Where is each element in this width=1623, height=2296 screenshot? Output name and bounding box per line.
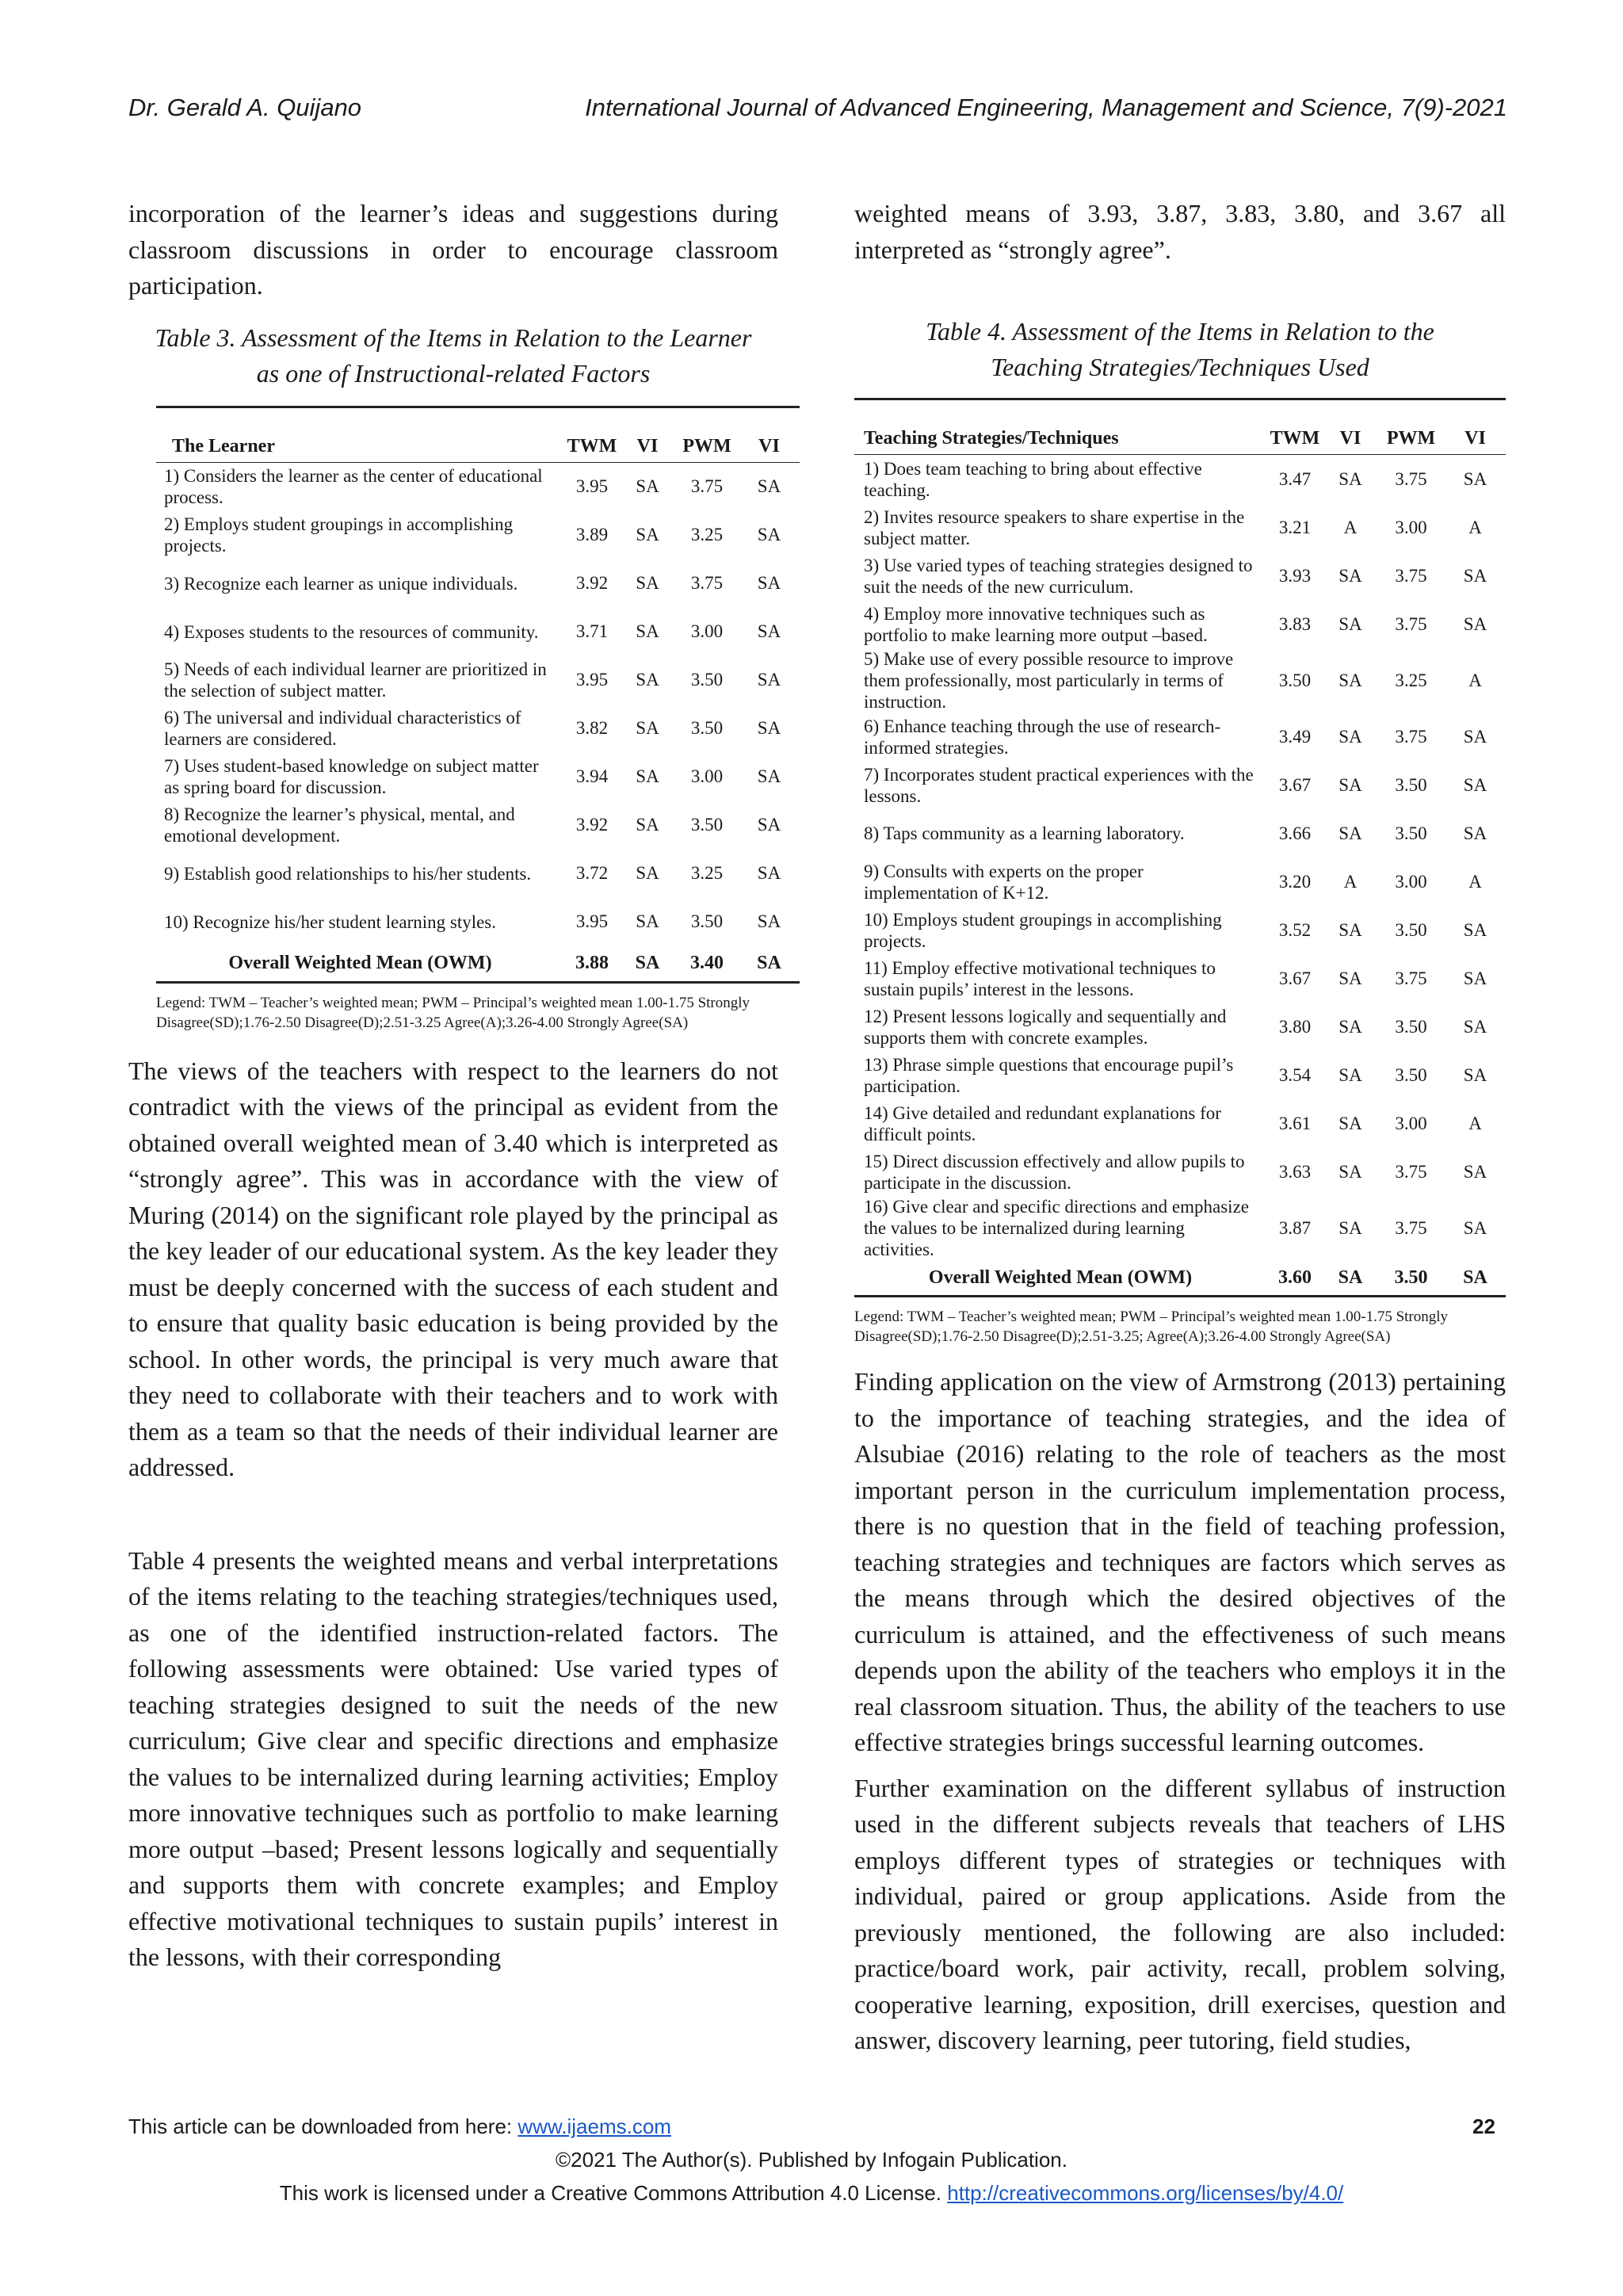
table3-vi2-cell: SA xyxy=(757,621,781,641)
table3-caption-line1: Table 3. Assessment of the Items in Relation to the Learner xyxy=(155,323,752,352)
table3-col-vi-2: VI xyxy=(758,435,780,457)
page-number: 22 xyxy=(1472,2115,1495,2138)
table3-vi1-cell: SA xyxy=(636,863,659,883)
table4-vi2-cell: SA xyxy=(1463,1016,1487,1037)
table4-twm-cell: 3.52 xyxy=(1278,919,1312,940)
table4-item-cell: 8) Taps community as a learning laboratory. xyxy=(864,823,1185,843)
table3-row xyxy=(156,511,800,560)
table4-total-label: Overall Weighted Mean (OWM) xyxy=(854,1260,1266,1297)
table4-twm-cell: 3.80 xyxy=(1278,1016,1312,1037)
table4-row xyxy=(854,1003,1506,1051)
table4-twm-cell: 3.50 xyxy=(1278,670,1312,690)
table3 xyxy=(156,406,800,984)
table4-vi1-cell: SA xyxy=(1338,1217,1362,1238)
table3-col-learner: The Learner xyxy=(172,435,275,457)
table3-vi1-cell: SA xyxy=(636,766,659,786)
table4-item-cell: 13) Phrase simple questions that encourage pupil’s participation. xyxy=(864,1054,1234,1096)
table3-vi2-cell: SA xyxy=(757,573,781,593)
table4-item-cell: 3) Use varied types of teaching strategies designed to suit the needs of the new curriculum. xyxy=(864,555,1253,597)
table3-twm-cell: 3.82 xyxy=(575,718,609,738)
table3-pwm-cell: 3.50 xyxy=(690,718,724,738)
table3-vi1-cell: SA xyxy=(636,670,659,690)
table4-vi1-cell: SA xyxy=(1338,1161,1362,1182)
table4-vi2-cell: SA xyxy=(1463,968,1487,988)
table4-twm-cell: 3.93 xyxy=(1278,565,1312,586)
table4-col-twm: TWM xyxy=(1270,428,1320,449)
table3-pwm-cell: 3.00 xyxy=(690,621,724,641)
table4-item-cell: 15) Direct discussion effectively and allow pupils to participate in the discussion. xyxy=(864,1151,1245,1193)
table4-pwm-cell: 3.25 xyxy=(1395,670,1427,690)
table3-item-cell: 5) Needs of each individual learner are prioritized in the selection of subject matter. xyxy=(164,659,547,701)
left-paragraph-2: The views of the teachers with respect to the learners do not contradict with the views of the principal as evident from the obtained overall weighted mean of 3.40 which is interpreted as “strongly agree”. This was in accordance with the view of Muring (2014) on the significant role played by the principal as the key leader of our educational system. As the key leader they must be deeply concerned with the success of each student and to ensure that quality basic education is being provided by the school. In other words, the principal is very much aware that they need to collaborate with their teachers and to work with them as a team so that the needs of their individual learner are addressed. xyxy=(128,1056,778,1481)
table3-item-cell: 1) Considers the learner as the center of educational process. xyxy=(164,466,543,507)
table4-twm-cell: 3.67 xyxy=(1278,774,1312,795)
footer-download-link[interactable]: www.ijaems.com xyxy=(517,2115,671,2138)
table4-pwm-cell: 3.75 xyxy=(1395,726,1427,747)
table3-col-pwm: PWM xyxy=(682,435,731,457)
table4-vi2-cell: SA xyxy=(1463,1064,1487,1085)
table4-twm-cell: 3.54 xyxy=(1278,1064,1312,1085)
table4-item-cell: 14) Give detailed and redundant explanations for difficult points. xyxy=(864,1102,1221,1144)
table3-row xyxy=(156,608,800,656)
table3-item-cell: 4) Exposes students to the resources of community. xyxy=(164,621,539,642)
right-paragraph-1: weighted means of 3.93, 3.87, 3.83, 3.80, and 3.67 all interpreted as “strongly agree”. xyxy=(854,199,1506,264)
table4-caption-line1: Table 4. Assessment of the Items in Relation to the xyxy=(926,317,1434,346)
table4-row xyxy=(854,954,1506,1003)
table4-vi1-cell: SA xyxy=(1338,565,1362,586)
header-journal: International Journal of Advanced Engineering, Management and Science, 7(9)-2021 xyxy=(585,94,1507,121)
table4-row xyxy=(854,858,1506,906)
left-paragraph-3: Table 4 presents the weighted means and verbal interpretations of the items relating to the teaching strategies/techniques used, as one of the identified instruction-related factors. The following assessments were obtained: Use varied types of teaching strategies designed to suit the needs of the new curriculum; Give clear and specific directions and emphasize the values to be internalized during learning activities; Employ more innovative techniques such as portfolio to make learning more output –based; Present lessons logically and sequentially and supports them with concrete examples; and Employ effective motivational techniques to sustain pupils’ interest in the lessons, with their corresponding xyxy=(128,1545,778,1971)
table3-item-cell: 2) Employs student groupings in accomplishing projects. xyxy=(164,514,514,556)
table3-vi2-cell: SA xyxy=(757,815,781,835)
table4-vi1-cell: SA xyxy=(1338,1016,1362,1037)
table4-row xyxy=(854,648,1506,712)
table4-vi1-cell: SA xyxy=(1338,968,1362,988)
table3-total-vi1: SA xyxy=(620,946,675,983)
table4-twm-cell: 3.83 xyxy=(1278,613,1312,634)
table3-total-label: Overall Weighted Mean (OWM) xyxy=(156,946,564,983)
footer-license-link[interactable]: http://creativecommons.org/licenses/by/4.0/ xyxy=(947,2181,1344,2205)
table4-item-cell: 1) Does team teaching to bring about effective teaching. xyxy=(864,458,1202,500)
table4-vi2-cell: SA xyxy=(1463,1217,1487,1238)
table4-vi2-cell: A xyxy=(1468,670,1482,690)
table4-col-vi: VI xyxy=(1339,428,1361,449)
table4-pwm-cell: 3.00 xyxy=(1395,871,1427,892)
footer-license xyxy=(0,2181,1623,2206)
table4-item-cell: 10) Employs student groupings in accomplishing projects. xyxy=(864,909,1222,951)
table4-pwm-cell: 3.00 xyxy=(1395,517,1427,537)
table4-pwm-cell: 3.00 xyxy=(1395,1113,1427,1133)
table3-vi1-cell: SA xyxy=(636,718,659,738)
table4-vi2-cell: SA xyxy=(1463,565,1487,586)
table4-col-pwm: PWM xyxy=(1386,428,1436,449)
table4-item-cell: 11) Employ effective motivational techniques to sustain pupils’ interest in the lessons. xyxy=(864,957,1216,999)
table4-vi1-cell: SA xyxy=(1338,468,1362,489)
table3-twm-cell: 3.95 xyxy=(575,670,609,690)
table4-pwm-cell: 3.50 xyxy=(1395,1016,1427,1037)
footer-copyright: ©2021 The Author(s). Published by Infogain Publication. xyxy=(556,2148,1067,2172)
table3-twm-cell: 3.92 xyxy=(575,573,609,593)
table3-caption-line2: as one of Instructional-related Factors xyxy=(256,358,651,388)
table3-item-cell: 8) Recognize the learner’s physical, mental, and emotional development. xyxy=(164,804,515,846)
table3-row xyxy=(156,560,800,608)
table4-header-row xyxy=(854,399,1506,455)
table4-vi1-cell: SA xyxy=(1338,774,1362,795)
header-author: Dr. Gerald A. Quijano xyxy=(128,94,362,121)
table4-pwm-cell: 3.50 xyxy=(1395,919,1427,940)
table4-vi2-cell: SA xyxy=(1463,919,1487,940)
table3-vi1-cell: SA xyxy=(636,476,659,496)
table4-col-vi-2: VI xyxy=(1465,428,1486,449)
table4-vi1-cell: SA xyxy=(1338,1113,1362,1133)
table4-col-strategies: Teaching Strategies/Techniques xyxy=(864,428,1119,449)
table3-twm-cell: 3.94 xyxy=(575,766,609,786)
table3-item-cell: 7) Uses student-based knowledge on subject matter as spring board for discussion. xyxy=(164,756,539,797)
table3-row xyxy=(156,801,800,850)
table4-row xyxy=(854,1148,1506,1196)
table3-twm-cell: 3.72 xyxy=(575,863,609,883)
table3-total-twm: 3.88 xyxy=(564,946,620,983)
table3-vi1-cell: SA xyxy=(636,815,659,835)
table4-total-row xyxy=(854,1260,1506,1297)
table4-vi1-cell: SA xyxy=(1338,726,1362,747)
table3-body xyxy=(156,462,800,982)
right-paragraph-2: Finding application on the view of Armstrong (2013) pertaining to the importance of teaching strategies, and the idea of Alsubiae (2016) relating to the role of teachers as the most important person in the curriculum implementation process, there is no question that in the field of teaching profession, teaching strategies and techniques are factors which serves as the means through which the desired objectives of the curriculum is attained, and the effectiveness of such means depends upon the ability of the teachers who employs it in the real classroom situation. Thus, the ability of the teachers to use effective strategies brings successful learning outcomes. xyxy=(854,1367,1506,1756)
table3-vi2-cell: SA xyxy=(757,718,781,738)
table4-row xyxy=(854,1051,1506,1099)
table4-pwm-cell: 3.50 xyxy=(1395,774,1427,795)
table4-total-pwm: 3.50 xyxy=(1377,1260,1445,1297)
table3-pwm-cell: 3.75 xyxy=(690,476,724,496)
right-paragraph-3: Further examination on the different syllabus of instruction used in the different subjects reveals that teachers of LHS employs different types of strategies or techniques with individual, paired or group applications. Aside from the previously mentioned, the following are also included: practice/board work, pair activity, recall, problem solving, cooperative learning, exposition, drill exercises, question and answer, discovery learning, peer tutoring, field studies, xyxy=(854,1773,1506,2054)
table4-vi1-cell: SA xyxy=(1338,670,1362,690)
table3-vi1-cell: SA xyxy=(636,525,659,544)
table3-vi2-cell: SA xyxy=(757,911,781,931)
table3-twm-cell: 3.95 xyxy=(575,911,609,931)
table4-vi2-cell: A xyxy=(1468,517,1482,537)
table4-row xyxy=(854,1196,1506,1260)
table3-total-vi2: SA xyxy=(739,946,800,983)
table4-pwm-cell: 3.75 xyxy=(1395,565,1427,586)
table3-row xyxy=(156,898,800,946)
table4-total-twm: 3.60 xyxy=(1266,1260,1323,1297)
table3-item-cell: 10) Recognize his/her student learning styles. xyxy=(164,911,497,932)
table4-twm-cell: 3.20 xyxy=(1278,871,1312,892)
table3-total-pwm: 3.40 xyxy=(675,946,739,983)
table3-twm-cell: 3.95 xyxy=(575,476,609,496)
table4-item-cell: 6) Enhance teaching through the use of research-informed strategies. xyxy=(864,716,1221,758)
table3-twm-cell: 3.71 xyxy=(575,621,609,641)
table3-item-cell: 9) Establish good relationships to his/her students. xyxy=(164,863,532,884)
table3-row xyxy=(156,462,800,511)
table4-vi2-cell: SA xyxy=(1463,774,1487,795)
table3-pwm-cell: 3.00 xyxy=(690,766,724,786)
table3-pwm-cell: 3.25 xyxy=(690,863,724,883)
left-paragraph-1: incorporation of the learner’s ideas and suggestions during classroom discussions in order to encourage classroom participation. xyxy=(128,199,778,300)
footer-download xyxy=(128,2115,671,2139)
table4-row xyxy=(854,600,1506,648)
table3-twm-cell: 3.89 xyxy=(575,525,609,544)
table3-total-row xyxy=(156,946,800,983)
table4-vi2-cell: A xyxy=(1468,871,1482,892)
table4-vi1-cell: SA xyxy=(1338,823,1362,843)
table4-vi1-cell: SA xyxy=(1338,919,1362,940)
table3-vi2-cell: SA xyxy=(757,476,781,496)
table4-pwm-cell: 3.75 xyxy=(1395,968,1427,988)
right-column xyxy=(854,196,1506,2059)
table4-row xyxy=(854,455,1506,504)
table4-pwm-cell: 3.50 xyxy=(1395,1064,1427,1085)
table4-vi1-cell: SA xyxy=(1338,613,1362,634)
table3-header-row xyxy=(156,407,800,462)
table4-item-cell: 7) Incorporates student practical experiences with the lessons. xyxy=(864,764,1254,806)
table4-vi2-cell: SA xyxy=(1463,823,1487,843)
table4-row xyxy=(854,1099,1506,1148)
table4-pwm-cell: 3.75 xyxy=(1395,1217,1427,1238)
table3-pwm-cell: 3.50 xyxy=(690,670,724,690)
table3-vi1-cell: SA xyxy=(636,621,659,641)
table3-vi2-cell: SA xyxy=(757,863,781,883)
table4-item-cell: 4) Employ more innovative techniques such as portfolio to make learning more output –based. xyxy=(864,603,1208,645)
table4-row xyxy=(854,503,1506,552)
table4-pwm-cell: 3.50 xyxy=(1395,823,1427,843)
table4-total-vi2: SA xyxy=(1445,1260,1506,1297)
table4-total-vi1: SA xyxy=(1323,1260,1377,1297)
table3-item-cell: 3) Recognize each learner as unique individuals. xyxy=(164,573,518,594)
table4-vi1-cell: A xyxy=(1343,871,1358,892)
table3-col-twm: TWM xyxy=(567,435,617,457)
table3-vi1-cell: SA xyxy=(636,573,659,593)
table3-row xyxy=(156,753,800,801)
table4-body xyxy=(854,455,1506,1297)
table4-twm-cell: 3.47 xyxy=(1278,468,1312,489)
table3-row xyxy=(156,656,800,705)
table4-twm-cell: 3.49 xyxy=(1278,726,1312,747)
table3-vi2-cell: SA xyxy=(757,766,781,786)
table3-pwm-cell: 3.75 xyxy=(690,573,724,593)
table4-legend: Legend: TWM – Teacher’s weighted mean; PWM – Principal’s weighted mean 1.00-1.75 Strongly Disagree(SD);1.76-2.50 Disagree(D);2.51-3.25; Agree(A);3.26-4.00 Strongly Agree(SA) xyxy=(854,1308,1449,1345)
table3-vi2-cell: SA xyxy=(757,670,781,690)
table4-item-cell: 9) Consults with experts on the proper implementation of K+12. xyxy=(864,861,1144,903)
table4-item-cell: 5) Make use of every possible resource to improve them professionally, most particularly in terms of instruction. xyxy=(864,649,1234,712)
table3-legend: Legend: TWM – Teacher’s weighted mean; PWM – Principal’s weighted mean 1.00-1.75 Strongly Disagree(SD);1.76-2.50 Disagree(D);2.51-3.25 Agree(A);3.26-4.00 Strongly Agree(SA) xyxy=(156,994,750,1031)
table4-pwm-cell: 3.75 xyxy=(1395,1161,1427,1182)
table3-row xyxy=(156,850,800,898)
table4-twm-cell: 3.66 xyxy=(1278,823,1312,843)
table4-row xyxy=(854,809,1506,858)
table4-row xyxy=(854,761,1506,809)
table3-twm-cell: 3.92 xyxy=(575,815,609,835)
left-column xyxy=(128,196,781,1976)
footer-download-text: This article can be downloaded from here: xyxy=(128,2115,518,2138)
table4-twm-cell: 3.21 xyxy=(1278,517,1312,537)
table4-pwm-cell: 3.75 xyxy=(1395,613,1427,634)
table3-pwm-cell: 3.50 xyxy=(690,911,724,931)
table4-item-cell: 2) Invites resource speakers to share expertise in the subject matter. xyxy=(864,506,1245,548)
table3-pwm-cell: 3.25 xyxy=(690,525,724,544)
table4-twm-cell: 3.67 xyxy=(1278,968,1312,988)
table4-vi2-cell: SA xyxy=(1463,726,1487,747)
table4-twm-cell: 3.63 xyxy=(1278,1161,1312,1182)
table4 xyxy=(854,398,1506,1297)
table4-twm-cell: 3.61 xyxy=(1278,1113,1312,1133)
table3-row xyxy=(156,705,800,753)
table4-vi2-cell: SA xyxy=(1463,1161,1487,1182)
footer-license-text: This work is licensed under a Creative Commons Attribution 4.0 License. xyxy=(279,2181,948,2205)
table3-vi1-cell: SA xyxy=(636,911,659,931)
table4-item-cell: 12) Present lessons logically and sequentially and supports them with concrete examples. xyxy=(864,1006,1227,1048)
table4-vi1-cell: A xyxy=(1343,517,1358,537)
table3-pwm-cell: 3.50 xyxy=(690,815,724,835)
table4-vi1-cell: SA xyxy=(1338,1064,1362,1085)
table4-row xyxy=(854,906,1506,954)
table4-vi2-cell: SA xyxy=(1463,613,1487,634)
table4-caption-line2: Teaching Strategies/Techniques Used xyxy=(991,353,1369,381)
table4-vi2-cell: SA xyxy=(1463,468,1487,489)
table4-vi2-cell: A xyxy=(1468,1113,1482,1133)
table3-col-vi: VI xyxy=(636,435,659,457)
table4-item-cell: 16) Give clear and specific directions and emphasize the values to be internalized during learning activities. xyxy=(864,1197,1249,1259)
table4-pwm-cell: 3.75 xyxy=(1395,468,1427,489)
table4-row xyxy=(854,712,1506,761)
table4-twm-cell: 3.87 xyxy=(1278,1217,1312,1238)
table4-row xyxy=(854,552,1506,600)
table3-item-cell: 6) The universal and individual characteristics of learners are considered. xyxy=(164,708,521,749)
table3-vi2-cell: SA xyxy=(757,525,781,544)
